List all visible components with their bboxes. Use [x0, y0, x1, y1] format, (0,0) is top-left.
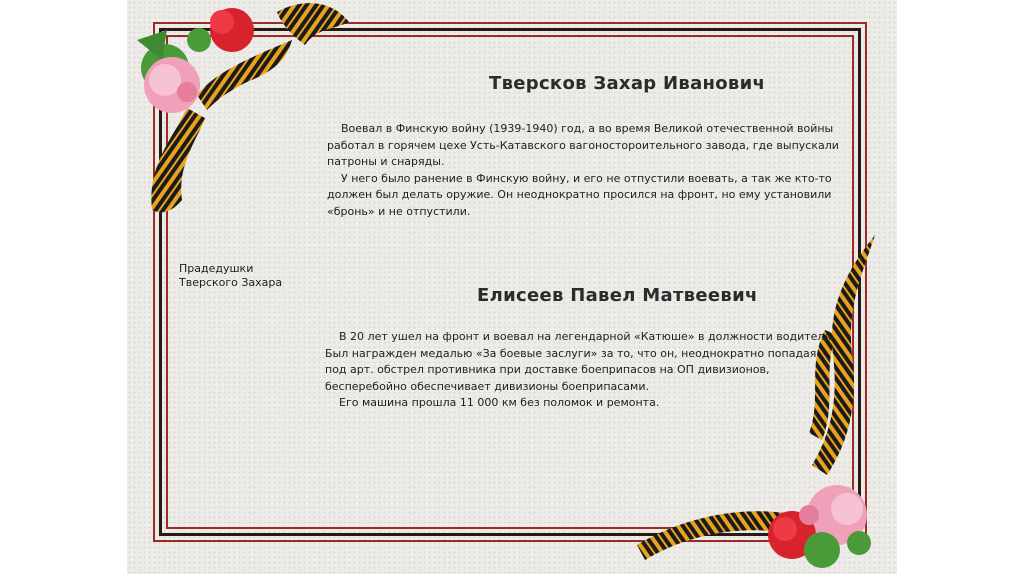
bio-line: бесперебойно обеспечивает дивизионы боеприпасами.: [325, 379, 649, 393]
bio-line: «бронь» и не отпустили.: [327, 204, 471, 218]
bio-line: Был награжден медалью «За боевые заслуги» за то, что он, неоднократно попадая: [325, 346, 817, 360]
great-grandfathers-caption: [179, 262, 282, 290]
person1-bio: [327, 121, 867, 220]
person2-bio: [325, 329, 865, 412]
bio-line: под арт. обстрел противника при доставке боеприпасов на ОП дивизионов,: [325, 363, 770, 376]
person2-name: Елисеев Павел Матвеевич: [477, 285, 758, 306]
slide-background: [127, 0, 897, 574]
bio-line: Воевал в Финскую войну (1939-1940) год, а во время Великой отечественной войны: [341, 122, 834, 135]
caption-line: Прадедушки: [179, 262, 254, 275]
person1-name: Тверсков Захар Иванович: [489, 73, 766, 94]
bio-line: патроны и снаряды.: [327, 155, 445, 168]
bio-line: должен был делать оружие. Он неоднократно просился на фронт, но ему установили: [327, 188, 832, 201]
bio-line: У него было ранение в Финскую войну, и его не отпустили воевать, а так же кто-то: [341, 171, 832, 185]
caption-line: Тверского Захара: [179, 276, 283, 289]
bio-line: работал в горячем цехе Усть-Катавского вагоностороительного завода, где выпускали: [327, 138, 839, 152]
bio-line: Его машина прошла 11 000 км без поломок и ремонта.: [339, 396, 660, 409]
bio-line: В 20 лет ушел на фронт и воевал на легендарной «Катюше» в должности водителя.: [339, 330, 835, 343]
